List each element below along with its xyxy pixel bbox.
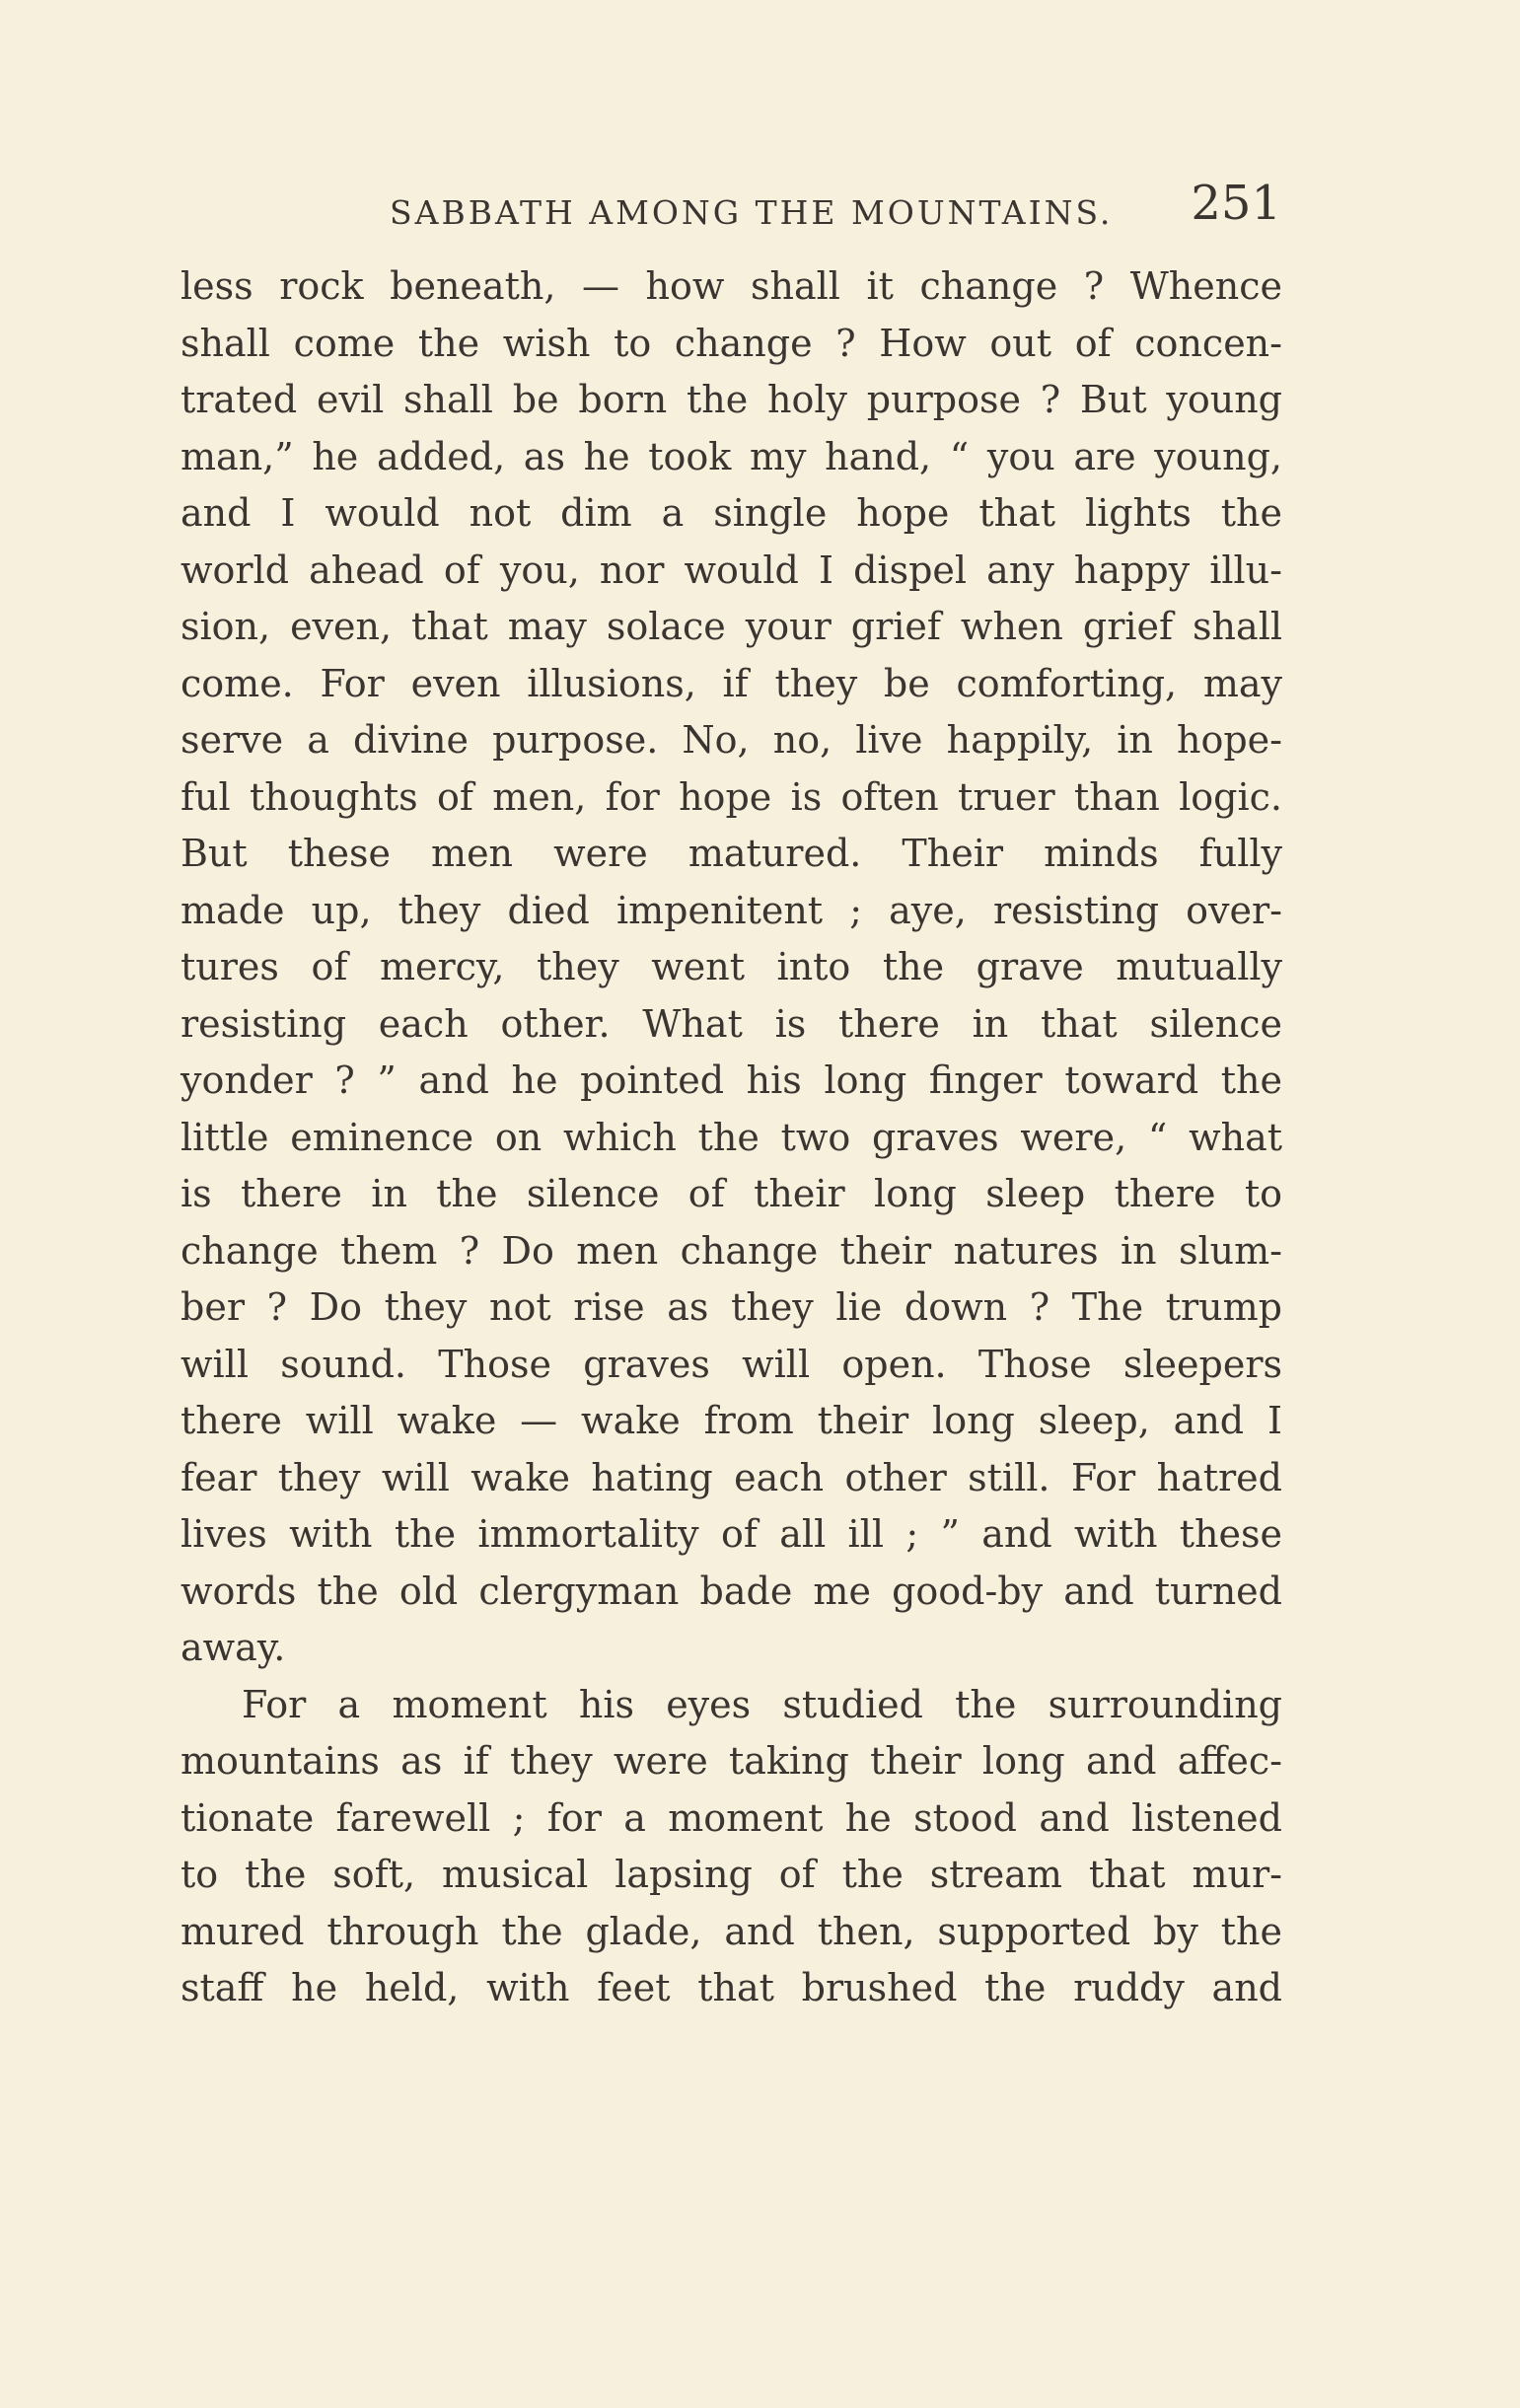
paragraph-1 — [181, 258, 1282, 1677]
text-line: to the soft, musical lapsing of the stream that mur- — [181, 1853, 1282, 1896]
text-line: and I would not dim a single hope that lights the — [181, 491, 1282, 535]
header-title: SABBATH AMONG THE MOUNTAINS. — [390, 193, 1114, 232]
text-line: change them ? Do men change their natures in slum- — [181, 1228, 1282, 1273]
text-line: tionate farewell ; for a moment he stood and listened — [181, 1795, 1282, 1840]
text-line: world ahead of you, nor would I dispel any happy illu- — [181, 547, 1282, 592]
paragraph-2 — [181, 1677, 1282, 2017]
text-line: man,” he added, as he took my hand, “ you are young, — [181, 434, 1282, 478]
text-line: mountains as if they were taking their long and affec- — [181, 1739, 1282, 1783]
text-line: there will wake — wake from their long sleep, and I — [181, 1399, 1282, 1442]
text-line: shall come the wish to change ? How out of concen- — [181, 321, 1282, 365]
text-line: staff he held, with feet that brushed the ruddy and — [181, 1966, 1282, 2009]
text-line: will sound. Those graves will open. Those sleepers — [181, 1342, 1282, 1386]
text-line: fear they will wake hating each other still. For hatred — [181, 1455, 1282, 1499]
text-line: is there in the silence of their long sleep there to — [181, 1172, 1282, 1215]
text-line: tures of mercy, they went into the grave mutually — [181, 945, 1282, 988]
text-line: ful thoughts of men, for hope is often truer than logic. — [181, 774, 1282, 819]
text-line: yonder ? ” and he pointed his long finger toward the — [181, 1058, 1282, 1102]
text-line: come. For even illusions, if they be comforting, may — [181, 661, 1282, 705]
text-line: ber ? Do they not rise as they lie down ? The trump — [181, 1285, 1282, 1329]
text-line: away. — [181, 1626, 286, 1669]
text-line: sion, even, that may solace your grief when grief shall — [181, 605, 1282, 648]
body-text — [181, 258, 1282, 2017]
text-line: little eminence on which the two graves were, “ what — [181, 1115, 1282, 1159]
text-line: made up, they died impenitent ; aye, resisting over- — [181, 888, 1282, 932]
text-line: resisting each other. What is there in that silence — [181, 1001, 1282, 1046]
text-line: serve a divine purpose. No, no, live happily, in hope- — [181, 718, 1282, 762]
text-line: But these men were matured. Their minds fully — [181, 832, 1282, 875]
text-line: less rock beneath, — how shall it change ? Whence — [181, 264, 1282, 308]
text-line: lives with the immortality of all ill ; ” and with these — [181, 1512, 1282, 1556]
text-line: For a moment his eyes studied the surrounding — [242, 1682, 1282, 1726]
running-head — [390, 176, 1281, 249]
text-line: trated evil shall be born the holy purpose ? But young — [181, 378, 1282, 421]
page-number: 251 — [1191, 176, 1281, 231]
text-line: words the old clergyman bade me good-by and turned — [181, 1569, 1282, 1613]
text-line: mured through the glade, and then, supported by the — [181, 1909, 1282, 1953]
